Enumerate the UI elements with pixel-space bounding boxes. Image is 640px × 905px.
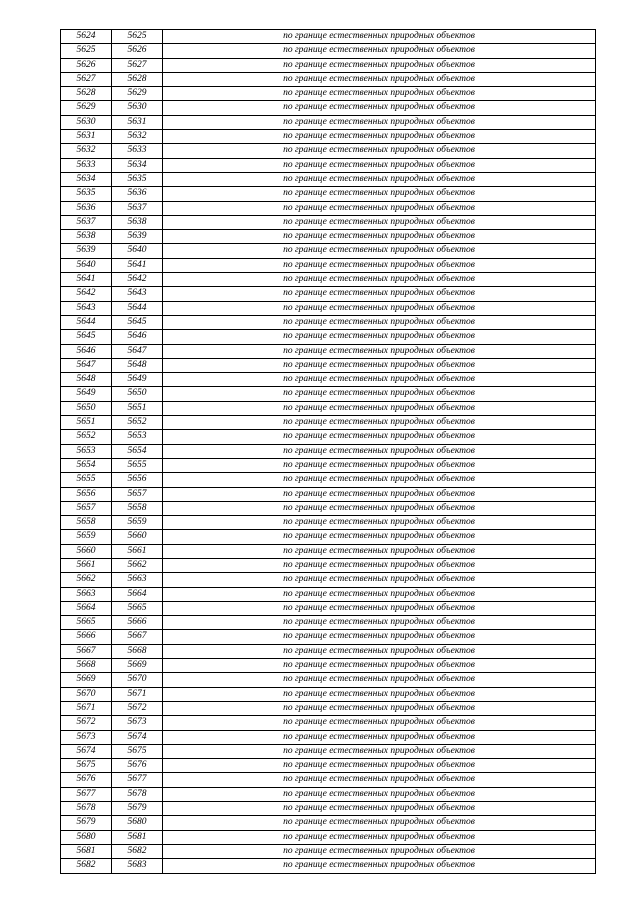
- from-point-cell: 5672: [61, 716, 112, 730]
- to-point-cell: 5683: [112, 859, 163, 873]
- description-cell: по границе естественных природных объектов: [163, 544, 596, 558]
- from-point-cell: 5643: [61, 301, 112, 315]
- to-point-cell: 5630: [112, 101, 163, 115]
- description-cell: по границе естественных природных объектов: [163, 330, 596, 344]
- description-cell: по границе естественных природных объектов: [163, 58, 596, 72]
- table-row: [61, 416, 596, 430]
- table-row: [61, 787, 596, 801]
- to-point-cell: 5628: [112, 72, 163, 86]
- description-cell: по границе естественных природных объектов: [163, 802, 596, 816]
- to-point-cell: 5648: [112, 358, 163, 372]
- table-row: [61, 473, 596, 487]
- from-point-cell: 5628: [61, 87, 112, 101]
- to-point-cell: 5643: [112, 287, 163, 301]
- to-point-cell: 5670: [112, 673, 163, 687]
- description-cell: по границе естественных природных объектов: [163, 659, 596, 673]
- table-row: [61, 215, 596, 229]
- description-cell: по границе естественных природных объектов: [163, 244, 596, 258]
- from-point-cell: 5630: [61, 115, 112, 129]
- from-point-cell: 5645: [61, 330, 112, 344]
- description-cell: по границе естественных природных объектов: [163, 687, 596, 701]
- from-point-cell: 5675: [61, 759, 112, 773]
- to-point-cell: 5677: [112, 773, 163, 787]
- to-point-cell: 5667: [112, 630, 163, 644]
- to-point-cell: 5676: [112, 759, 163, 773]
- from-point-cell: 5663: [61, 587, 112, 601]
- description-cell: по границе естественных природных объектов: [163, 144, 596, 158]
- from-point-cell: 5662: [61, 573, 112, 587]
- description-cell: по границе естественных природных объектов: [163, 230, 596, 244]
- boundary-table-body: [61, 30, 596, 874]
- to-point-cell: 5644: [112, 301, 163, 315]
- table-row: [61, 444, 596, 458]
- from-point-cell: 5642: [61, 287, 112, 301]
- table-row: [61, 573, 596, 587]
- from-point-cell: 5656: [61, 487, 112, 501]
- table-row: [61, 330, 596, 344]
- from-point-cell: 5637: [61, 215, 112, 229]
- to-point-cell: 5642: [112, 273, 163, 287]
- table-row: [61, 430, 596, 444]
- description-cell: по границе естественных природных объектов: [163, 416, 596, 430]
- from-point-cell: 5661: [61, 558, 112, 572]
- to-point-cell: 5650: [112, 387, 163, 401]
- from-point-cell: 5632: [61, 144, 112, 158]
- table-row: [61, 158, 596, 172]
- to-point-cell: 5632: [112, 130, 163, 144]
- description-cell: по границе естественных природных объектов: [163, 130, 596, 144]
- table-row: [61, 716, 596, 730]
- table-row: [61, 344, 596, 358]
- from-point-cell: 5657: [61, 501, 112, 515]
- from-point-cell: 5664: [61, 601, 112, 615]
- from-point-cell: 5641: [61, 273, 112, 287]
- to-point-cell: 5681: [112, 830, 163, 844]
- table-row: [61, 273, 596, 287]
- description-cell: по границе естественных природных объектов: [163, 487, 596, 501]
- description-cell: по границе естественных природных объектов: [163, 315, 596, 329]
- to-point-cell: 5635: [112, 172, 163, 186]
- to-point-cell: 5651: [112, 401, 163, 415]
- to-point-cell: 5680: [112, 816, 163, 830]
- description-cell: по границе естественных природных объектов: [163, 430, 596, 444]
- table-row: [61, 358, 596, 372]
- table-row: [61, 558, 596, 572]
- description-cell: по границе естественных природных объектов: [163, 744, 596, 758]
- to-point-cell: 5661: [112, 544, 163, 558]
- from-point-cell: 5625: [61, 44, 112, 58]
- from-point-cell: 5640: [61, 258, 112, 272]
- to-point-cell: 5641: [112, 258, 163, 272]
- from-point-cell: 5670: [61, 687, 112, 701]
- table-row: [61, 487, 596, 501]
- table-row: [61, 130, 596, 144]
- from-point-cell: 5636: [61, 201, 112, 215]
- description-cell: по границе естественных природных объектов: [163, 158, 596, 172]
- description-cell: по границе естественных природных объектов: [163, 401, 596, 415]
- from-point-cell: 5680: [61, 830, 112, 844]
- from-point-cell: 5631: [61, 130, 112, 144]
- from-point-cell: 5666: [61, 630, 112, 644]
- from-point-cell: 5659: [61, 530, 112, 544]
- description-cell: по границе естественных природных объектов: [163, 215, 596, 229]
- table-row: [61, 101, 596, 115]
- to-point-cell: 5679: [112, 802, 163, 816]
- from-point-cell: 5651: [61, 416, 112, 430]
- from-point-cell: 5627: [61, 72, 112, 86]
- to-point-cell: 5639: [112, 230, 163, 244]
- from-point-cell: 5668: [61, 659, 112, 673]
- description-cell: по границе естественных природных объектов: [163, 716, 596, 730]
- to-point-cell: 5674: [112, 730, 163, 744]
- from-point-cell: 5649: [61, 387, 112, 401]
- description-cell: по границе естественных природных объектов: [163, 201, 596, 215]
- description-cell: по границе естественных природных объектов: [163, 630, 596, 644]
- description-cell: по границе естественных природных объектов: [163, 530, 596, 544]
- to-point-cell: 5678: [112, 787, 163, 801]
- to-point-cell: 5625: [112, 30, 163, 44]
- table-row: [61, 144, 596, 158]
- from-point-cell: 5638: [61, 230, 112, 244]
- table-row: [61, 244, 596, 258]
- description-cell: по границе естественных природных объектов: [163, 573, 596, 587]
- from-point-cell: 5679: [61, 816, 112, 830]
- from-point-cell: 5626: [61, 58, 112, 72]
- from-point-cell: 5654: [61, 458, 112, 472]
- to-point-cell: 5647: [112, 344, 163, 358]
- to-point-cell: 5657: [112, 487, 163, 501]
- from-point-cell: 5682: [61, 859, 112, 873]
- table-row: [61, 701, 596, 715]
- from-point-cell: 5650: [61, 401, 112, 415]
- table-row: [61, 301, 596, 315]
- from-point-cell: 5629: [61, 101, 112, 115]
- table-row: [61, 673, 596, 687]
- from-point-cell: 5665: [61, 616, 112, 630]
- description-cell: по границе естественных природных объектов: [163, 373, 596, 387]
- description-cell: по границе естественных природных объектов: [163, 187, 596, 201]
- table-row: [61, 458, 596, 472]
- table-row: [61, 115, 596, 129]
- to-point-cell: 5655: [112, 458, 163, 472]
- from-point-cell: 5652: [61, 430, 112, 444]
- to-point-cell: 5656: [112, 473, 163, 487]
- table-row: [61, 58, 596, 72]
- description-cell: по границе естественных природных объектов: [163, 358, 596, 372]
- description-cell: по границе естественных природных объектов: [163, 587, 596, 601]
- description-cell: по границе естественных природных объектов: [163, 101, 596, 115]
- from-point-cell: 5635: [61, 187, 112, 201]
- to-point-cell: 5633: [112, 144, 163, 158]
- description-cell: по границе естественных природных объектов: [163, 287, 596, 301]
- table-row: [61, 587, 596, 601]
- description-cell: по границе естественных природных объектов: [163, 273, 596, 287]
- to-point-cell: 5672: [112, 701, 163, 715]
- table-row: [61, 401, 596, 415]
- table-row: [61, 616, 596, 630]
- description-cell: по границе естественных природных объектов: [163, 644, 596, 658]
- to-point-cell: 5675: [112, 744, 163, 758]
- table-row: [61, 759, 596, 773]
- table-row: [61, 644, 596, 658]
- from-point-cell: 5671: [61, 701, 112, 715]
- to-point-cell: 5654: [112, 444, 163, 458]
- table-row: [61, 516, 596, 530]
- table-row: [61, 816, 596, 830]
- to-point-cell: 5660: [112, 530, 163, 544]
- from-point-cell: 5678: [61, 802, 112, 816]
- table-row: [61, 30, 596, 44]
- to-point-cell: 5629: [112, 87, 163, 101]
- table-row: [61, 287, 596, 301]
- description-cell: по границе естественных природных объектов: [163, 115, 596, 129]
- table-row: [61, 830, 596, 844]
- to-point-cell: 5668: [112, 644, 163, 658]
- description-cell: по границе естественных природных объектов: [163, 730, 596, 744]
- description-cell: по границе естественных природных объектов: [163, 172, 596, 186]
- description-cell: по границе естественных природных объектов: [163, 473, 596, 487]
- table-row: [61, 172, 596, 186]
- to-point-cell: 5634: [112, 158, 163, 172]
- description-cell: по границе естественных природных объектов: [163, 72, 596, 86]
- from-point-cell: 5676: [61, 773, 112, 787]
- table-row: [61, 258, 596, 272]
- description-cell: по границе естественных природных объектов: [163, 787, 596, 801]
- to-point-cell: 5662: [112, 558, 163, 572]
- from-point-cell: 5658: [61, 516, 112, 530]
- to-point-cell: 5665: [112, 601, 163, 615]
- description-cell: по границе естественных природных объектов: [163, 673, 596, 687]
- to-point-cell: 5682: [112, 844, 163, 858]
- to-point-cell: 5652: [112, 416, 163, 430]
- from-point-cell: 5681: [61, 844, 112, 858]
- to-point-cell: 5631: [112, 115, 163, 129]
- to-point-cell: 5626: [112, 44, 163, 58]
- table-row: [61, 687, 596, 701]
- table-row: [61, 230, 596, 244]
- table-row: [61, 187, 596, 201]
- description-cell: по границе естественных природных объектов: [163, 458, 596, 472]
- to-point-cell: 5663: [112, 573, 163, 587]
- to-point-cell: 5666: [112, 616, 163, 630]
- to-point-cell: 5653: [112, 430, 163, 444]
- to-point-cell: 5669: [112, 659, 163, 673]
- from-point-cell: 5624: [61, 30, 112, 44]
- from-point-cell: 5633: [61, 158, 112, 172]
- description-cell: по границе естественных природных объектов: [163, 816, 596, 830]
- table-row: [61, 802, 596, 816]
- table-row: [61, 315, 596, 329]
- to-point-cell: 5640: [112, 244, 163, 258]
- from-point-cell: 5648: [61, 373, 112, 387]
- to-point-cell: 5638: [112, 215, 163, 229]
- from-point-cell: 5634: [61, 172, 112, 186]
- to-point-cell: 5636: [112, 187, 163, 201]
- from-point-cell: 5674: [61, 744, 112, 758]
- table-row: [61, 87, 596, 101]
- to-point-cell: 5649: [112, 373, 163, 387]
- to-point-cell: 5645: [112, 315, 163, 329]
- description-cell: по границе естественных природных объектов: [163, 830, 596, 844]
- table-row: [61, 859, 596, 873]
- table-row: [61, 730, 596, 744]
- from-point-cell: 5639: [61, 244, 112, 258]
- description-cell: по границе естественных природных объектов: [163, 844, 596, 858]
- description-cell: по границе естественных природных объектов: [163, 501, 596, 515]
- description-cell: по границе естественных природных объектов: [163, 44, 596, 58]
- boundary-table: [60, 29, 596, 874]
- description-cell: по границе естественных природных объектов: [163, 701, 596, 715]
- from-point-cell: 5646: [61, 344, 112, 358]
- table-row: [61, 373, 596, 387]
- table-row: [61, 44, 596, 58]
- from-point-cell: 5647: [61, 358, 112, 372]
- to-point-cell: 5659: [112, 516, 163, 530]
- from-point-cell: 5673: [61, 730, 112, 744]
- description-cell: по границе естественных природных объектов: [163, 30, 596, 44]
- from-point-cell: 5660: [61, 544, 112, 558]
- table-row: [61, 659, 596, 673]
- description-cell: по границе естественных природных объектов: [163, 87, 596, 101]
- description-cell: по границе естественных природных объектов: [163, 516, 596, 530]
- table-row: [61, 201, 596, 215]
- description-cell: по границе естественных природных объектов: [163, 344, 596, 358]
- description-cell: по границе естественных природных объектов: [163, 558, 596, 572]
- table-row: [61, 773, 596, 787]
- description-cell: по границе естественных природных объектов: [163, 773, 596, 787]
- description-cell: по границе естественных природных объектов: [163, 616, 596, 630]
- table-row: [61, 844, 596, 858]
- table-row: [61, 630, 596, 644]
- to-point-cell: 5671: [112, 687, 163, 701]
- to-point-cell: 5646: [112, 330, 163, 344]
- table-row: [61, 530, 596, 544]
- to-point-cell: 5637: [112, 201, 163, 215]
- from-point-cell: 5655: [61, 473, 112, 487]
- description-cell: по границе естественных природных объектов: [163, 759, 596, 773]
- description-cell: по границе естественных природных объектов: [163, 258, 596, 272]
- table-row: [61, 744, 596, 758]
- to-point-cell: 5627: [112, 58, 163, 72]
- description-cell: по границе естественных природных объектов: [163, 301, 596, 315]
- to-point-cell: 5658: [112, 501, 163, 515]
- table-row: [61, 501, 596, 515]
- from-point-cell: 5667: [61, 644, 112, 658]
- description-cell: по границе естественных природных объектов: [163, 444, 596, 458]
- to-point-cell: 5673: [112, 716, 163, 730]
- from-point-cell: 5653: [61, 444, 112, 458]
- table-row: [61, 544, 596, 558]
- description-cell: по границе естественных природных объектов: [163, 387, 596, 401]
- from-point-cell: 5677: [61, 787, 112, 801]
- to-point-cell: 5664: [112, 587, 163, 601]
- table-row: [61, 387, 596, 401]
- table-row: [61, 72, 596, 86]
- table-row: [61, 601, 596, 615]
- description-cell: по границе естественных природных объектов: [163, 601, 596, 615]
- from-point-cell: 5669: [61, 673, 112, 687]
- description-cell: по границе естественных природных объектов: [163, 859, 596, 873]
- from-point-cell: 5644: [61, 315, 112, 329]
